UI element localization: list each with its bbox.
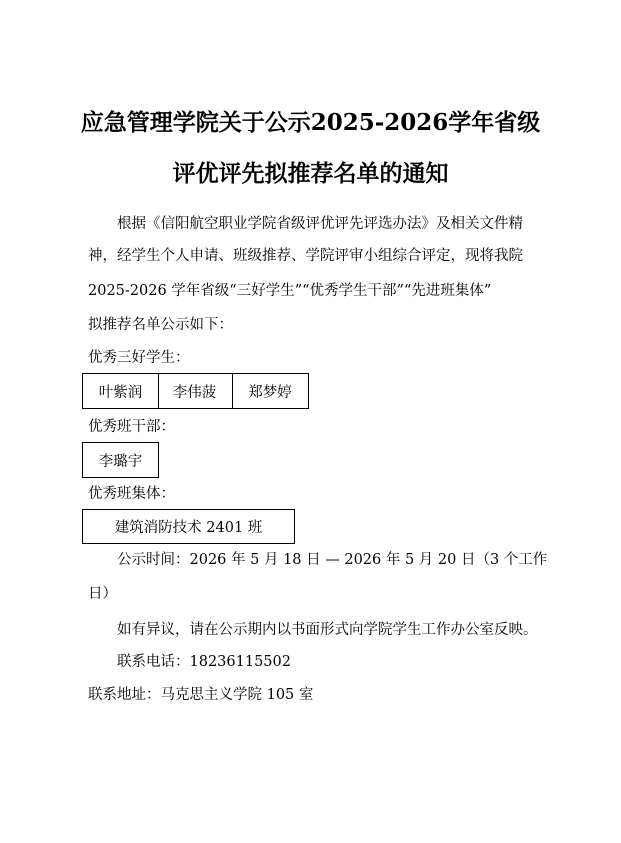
body-paragraph-line-3: 2025-2026 学年省级“三好学生”“优秀学生干部”“先进班集体” bbox=[88, 283, 492, 299]
body-paragraph-line-4: 拟推荐名单公示如下： bbox=[88, 317, 233, 333]
contact-phone: 联系电话：18236115502 bbox=[117, 654, 291, 670]
body-paragraph-line-2: 神，经学生个人申请、班级推荐、学院评审小组综合评定，现将我院 bbox=[88, 248, 523, 264]
students-section-label: 优秀三好学生： bbox=[88, 350, 190, 366]
notice-period-line-1: 公示时间：2026 年 5 月 18 日 — 2026 年 5 月 20 日（3 个工作 bbox=[117, 552, 548, 568]
body-paragraph-line-1: 根据《信阳航空职业学院省级评优评先评选办法》及相关文件精 bbox=[117, 216, 523, 232]
cadre-name-cell: 李璐宇 bbox=[82, 442, 159, 478]
contact-address: 联系地址：马克思主义学院 105 室 bbox=[88, 687, 314, 703]
cadres-section-label: 优秀班干部： bbox=[88, 419, 175, 435]
document-title-line-1: 应急管理学院关于公示2025-2026学年省级 bbox=[80, 109, 541, 136]
student-name-cell: 李伟菠 bbox=[157, 373, 233, 409]
document-title-line-2: 评优评先拟推荐名单的通知 bbox=[172, 160, 449, 187]
notice-period-line-2: 日） bbox=[88, 586, 117, 602]
classes-section-label: 优秀班集体： bbox=[88, 486, 175, 502]
student-name-cell: 郑梦婷 bbox=[232, 373, 309, 409]
student-name-cell: 叶紫润 bbox=[82, 373, 159, 409]
notice-objection: 如有异议，请在公示期内以书面形式向学院学生工作办公室反映。 bbox=[117, 622, 538, 638]
class-name-cell: 建筑消防技术 2401 班 bbox=[82, 509, 295, 544]
